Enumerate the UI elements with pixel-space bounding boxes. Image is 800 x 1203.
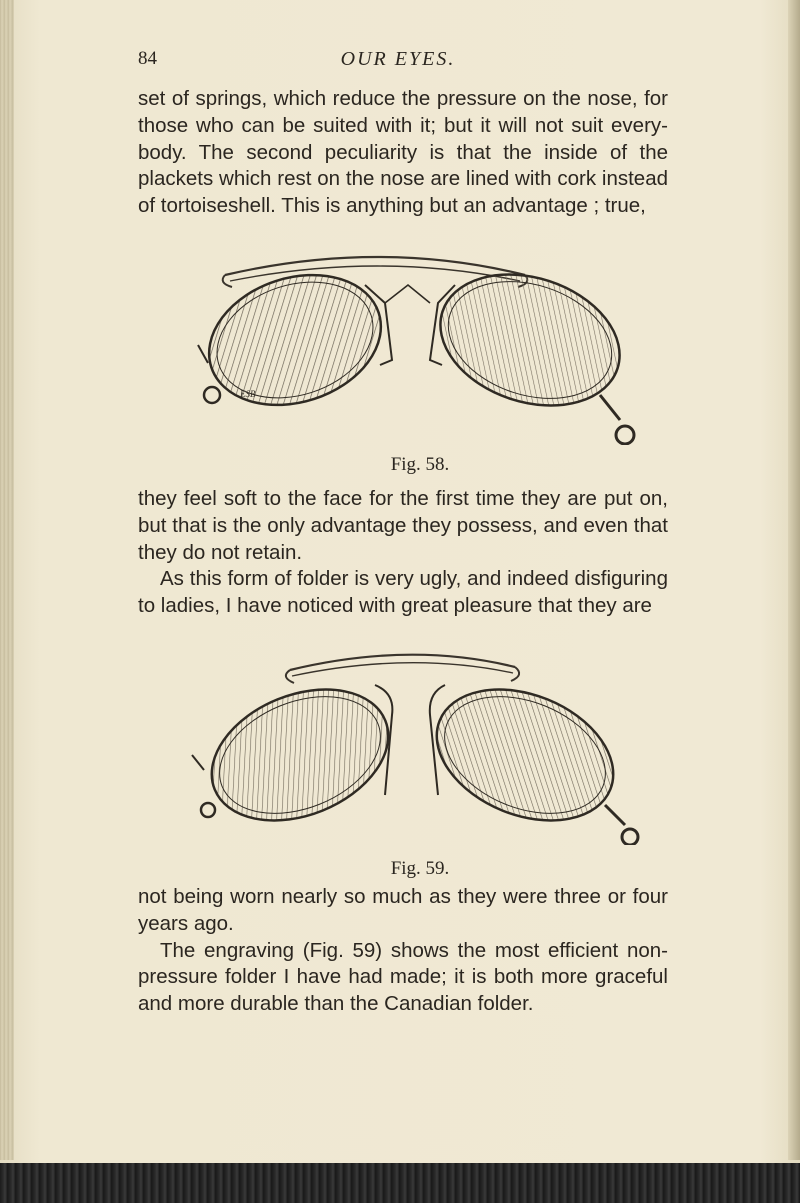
- figure-59-caption: Fig. 59.: [390, 858, 450, 879]
- text-block-middle: [138, 486, 668, 620]
- folder-spectacles-illustration-58: [180, 245, 660, 445]
- paragraph-4: not being worn nearly so much as they were three or four years ago.: [138, 885, 668, 935]
- text-block-top: [138, 86, 668, 220]
- figure-58-caption: Fig. 58.: [390, 454, 450, 475]
- text-block-bottom: [138, 884, 668, 1018]
- paragraph-1: set of springs, which reduce the pressure on the nose, for those who can be suited with it; but it will not suit every-body. The second peculiarity is that the inside of the plackets which rest on the nose are lined with cork instead of tortoiseshell. This is anything but an advantage ; true,: [138, 87, 668, 218]
- running-head: OUR EYES.: [340, 48, 456, 70]
- page-header: [138, 48, 658, 78]
- paragraph-5: The engraving (Fig. 59) shows the most efficient non-pressure folder I have had made; it is both more graceful and more durable than the Canadian folder.: [138, 938, 668, 1016]
- folder-spectacles-illustration-59: [180, 645, 660, 845]
- page-edge: [788, 0, 800, 1160]
- binding-edge: [0, 0, 14, 1160]
- figure-58: [180, 245, 660, 475]
- page-number: 84: [138, 48, 157, 69]
- engraver-mark: ESB: [240, 389, 256, 399]
- paragraph-2: they feel soft to the face for the first time they are put on, but that is the only advantage they possess, and even that they do not retain.: [138, 487, 668, 564]
- figure-59: [180, 645, 660, 879]
- scan-bottom-edge: [0, 1163, 800, 1203]
- paragraph-3: As this form of folder is very ugly, and indeed disfiguring to ladies, I have noticed with great pleasure that they are: [138, 567, 668, 618]
